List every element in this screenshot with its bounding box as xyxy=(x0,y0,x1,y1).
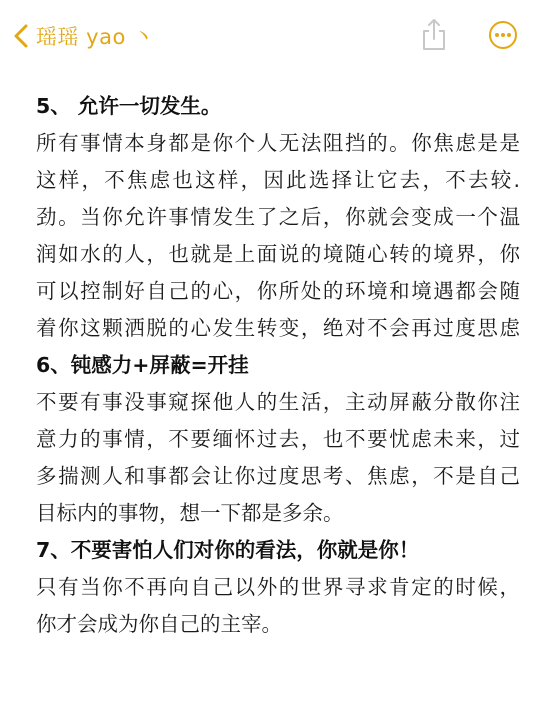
text-line: 所有事情本身都是你个人无法阻挡的。你焦虑是是 xyxy=(36,131,520,155)
text-line: 润如水的人，也就是上面说的境随心转的境界，你 xyxy=(36,242,520,266)
chevron-left-icon xyxy=(12,23,30,49)
more-button[interactable] xyxy=(488,20,518,50)
share-button[interactable] xyxy=(420,18,448,52)
text-line: 多揣测人和事都会让你过度思考、焦虑，不是自己 xyxy=(36,464,520,488)
text-line: 不要有事没事窥探他人的生活，主动屏蔽分散你注 xyxy=(36,390,520,414)
text-line: 意力的事情，不要缅怀过去，也不要忧虑未来，过 xyxy=(36,427,520,451)
heading-5: 5、 允许一切发生。 xyxy=(36,94,222,118)
text-line: 目标内的事物，想一下都是多余。 xyxy=(36,501,344,525)
navigation-bar xyxy=(0,0,540,72)
text-line: 着你这颗洒脱的心发生转变，绝对不会再过度思虑 xyxy=(36,316,520,340)
text-line: 劲。当你允许事情发生了之后，你就会变成一个温 xyxy=(36,205,520,229)
heading-7: 7、不要害怕人们对你的看法，你就是你！ xyxy=(36,538,420,562)
text-line: 你才会成为你自己的主宰。 xyxy=(36,612,282,636)
share-icon xyxy=(420,18,448,52)
back-title: 瑶瑶 yao 丶 xyxy=(36,25,155,49)
note-body[interactable] xyxy=(36,88,520,643)
more-icon xyxy=(488,20,518,50)
text-line: 这样，不焦虑也这样，因此选择让它去，不去较. xyxy=(36,168,520,192)
heading-6: 6、钝感力+屏蔽=开挂 xyxy=(36,353,249,377)
text-line: 只有当你不再向自己以外的世界寻求肯定的时候， xyxy=(36,575,520,599)
back-button[interactable] xyxy=(12,20,155,52)
text-line: 可以控制好自己的心，你所处的环境和境遇都会随 xyxy=(36,279,520,303)
